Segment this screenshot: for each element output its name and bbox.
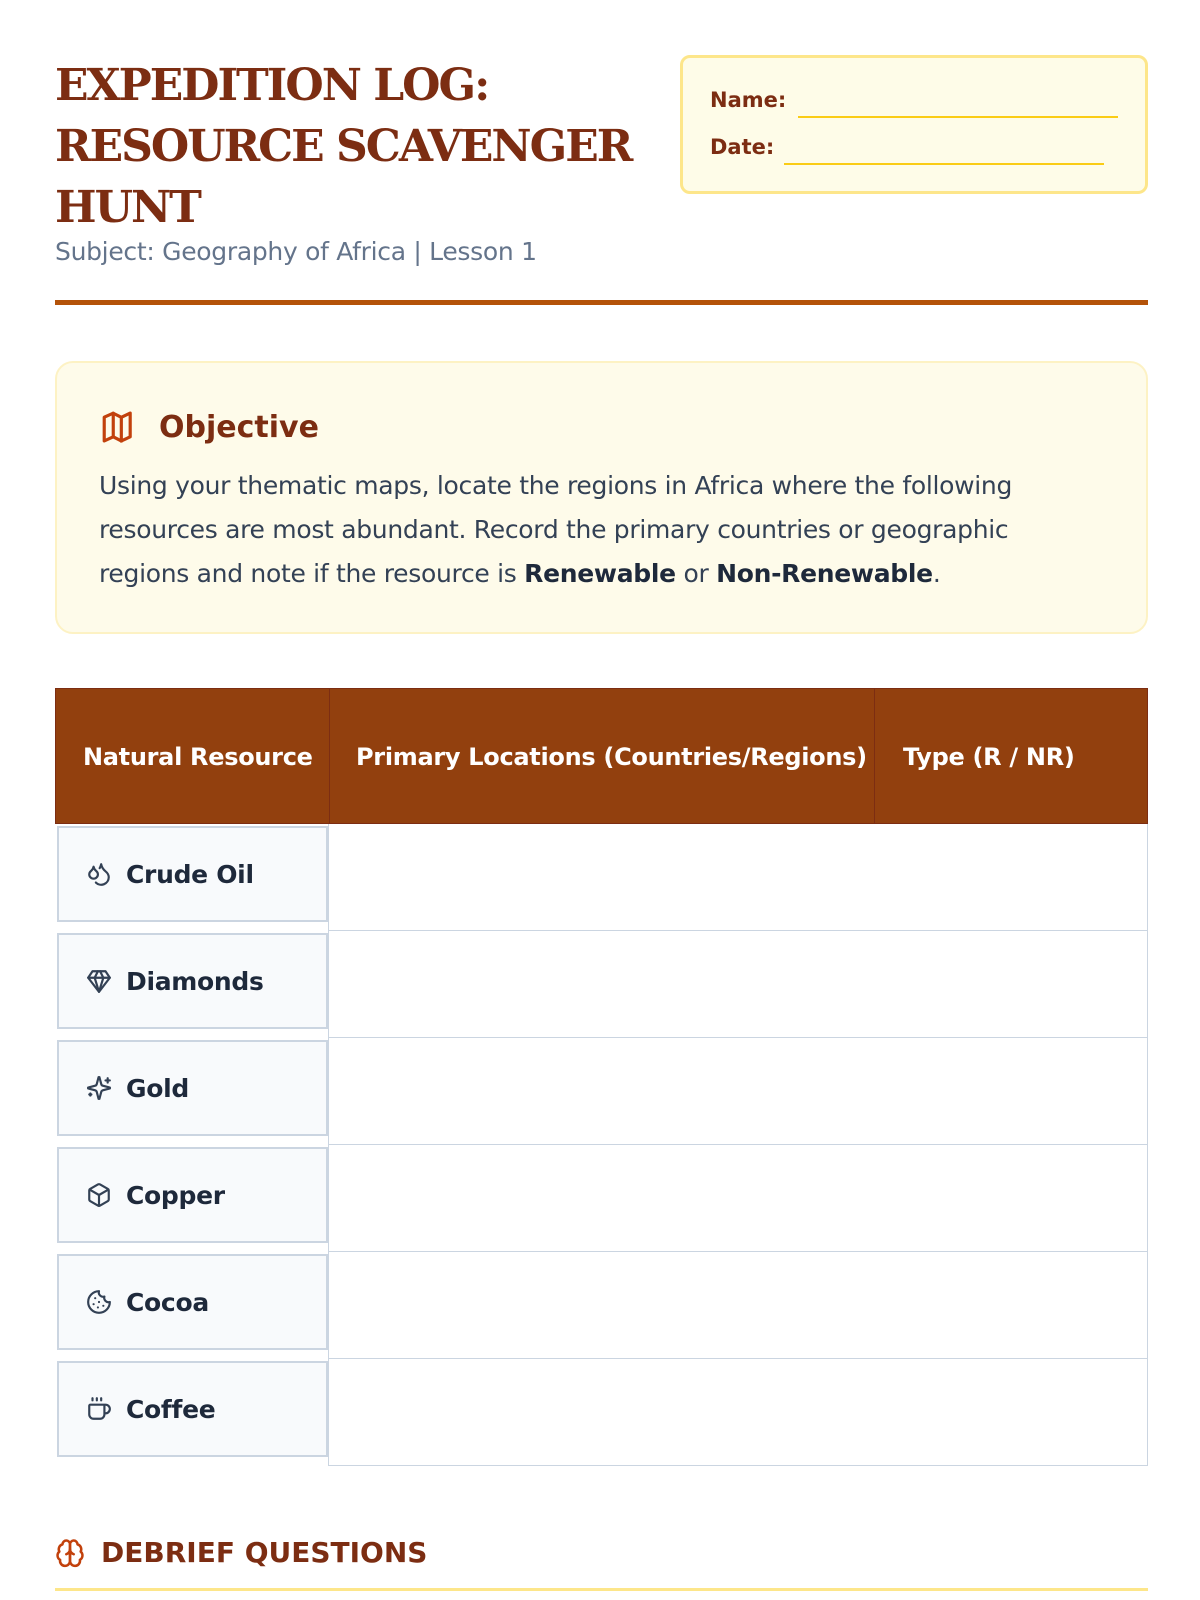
brain-icon (55, 1538, 85, 1568)
name-label: Name: (710, 88, 787, 112)
resource-label: Diamonds (126, 966, 264, 996)
objective-title: Objective (159, 409, 319, 445)
title-line-1: EXPEDITION LOG: (55, 60, 489, 111)
subject-subtitle: Subject: Geography of Africa | Lesson 1 (55, 237, 537, 266)
objective-text (99, 464, 1099, 596)
resource-cell (57, 1147, 328, 1243)
locations-input-cell[interactable] (328, 931, 874, 1038)
page-title (55, 55, 655, 238)
column-header-locations: Primary Locations (Countries/Regions) (356, 743, 867, 771)
resource-cell (57, 1361, 328, 1457)
column-divider (874, 689, 875, 825)
date-field[interactable] (784, 163, 1104, 165)
type-input-cell[interactable] (873, 1252, 1148, 1359)
objective-heading (99, 407, 319, 447)
objective-text-part-1: Using your thematic maps, locate the regions in Africa where the following resources are most abundant. Record the primary countries or geographic regions and note if the resource is (99, 471, 1013, 588)
locations-input-cell[interactable] (328, 1359, 874, 1466)
student-info-box (680, 55, 1148, 194)
gem-icon (86, 968, 112, 994)
locations-input-cell[interactable] (328, 1252, 874, 1359)
title-line-2: RESOURCE SCAVENGER (55, 121, 632, 172)
resource-label: Gold (126, 1073, 189, 1103)
column-divider (329, 689, 330, 825)
resource-cell (57, 1040, 328, 1136)
cookie-icon (86, 1289, 112, 1315)
name-field[interactable] (798, 116, 1118, 118)
locations-input-cell[interactable] (328, 824, 874, 931)
table-row (55, 1038, 1148, 1145)
type-input-cell[interactable] (873, 1145, 1148, 1252)
resource-cell (57, 1254, 328, 1350)
type-input-cell[interactable] (873, 931, 1148, 1038)
objective-panel (55, 361, 1148, 634)
renewable-term: Renewable (524, 559, 676, 588)
debrief-heading (55, 1536, 427, 1569)
table-header (55, 688, 1148, 824)
resource-label: Coffee (126, 1394, 216, 1424)
table-row (55, 1359, 1148, 1466)
box-icon (86, 1182, 112, 1208)
map-icon (99, 408, 137, 446)
date-label: Date: (710, 135, 775, 159)
column-header-type: Type (R / NR) (903, 743, 1075, 771)
resource-cell (57, 826, 328, 922)
locations-input-cell[interactable] (328, 1145, 874, 1252)
locations-input-cell[interactable] (328, 1038, 874, 1145)
title-line-3: HUNT (55, 182, 200, 233)
header-divider (55, 300, 1148, 305)
resource-label: Crude Oil (126, 859, 254, 889)
table-row (55, 1145, 1148, 1252)
type-input-cell[interactable] (873, 1359, 1148, 1466)
droplets-icon (86, 861, 112, 887)
resource-label: Cocoa (126, 1287, 209, 1317)
debrief-title: DEBRIEF QUESTIONS (101, 1536, 428, 1569)
table-row (55, 824, 1148, 931)
column-header-resource: Natural Resource (83, 743, 313, 771)
debrief-divider (55, 1588, 1148, 1591)
sparkles-icon (86, 1075, 112, 1101)
objective-text-part-3: . (932, 559, 941, 588)
resource-label: Copper (126, 1180, 225, 1210)
objective-text-part-2: or (675, 559, 717, 588)
table-row (55, 1252, 1148, 1359)
coffee-icon (86, 1396, 112, 1422)
table-row (55, 931, 1148, 1038)
non-renewable-term: Non-Renewable (716, 559, 933, 588)
type-input-cell[interactable] (873, 1038, 1148, 1145)
type-input-cell[interactable] (873, 824, 1148, 931)
resource-cell (57, 933, 328, 1029)
